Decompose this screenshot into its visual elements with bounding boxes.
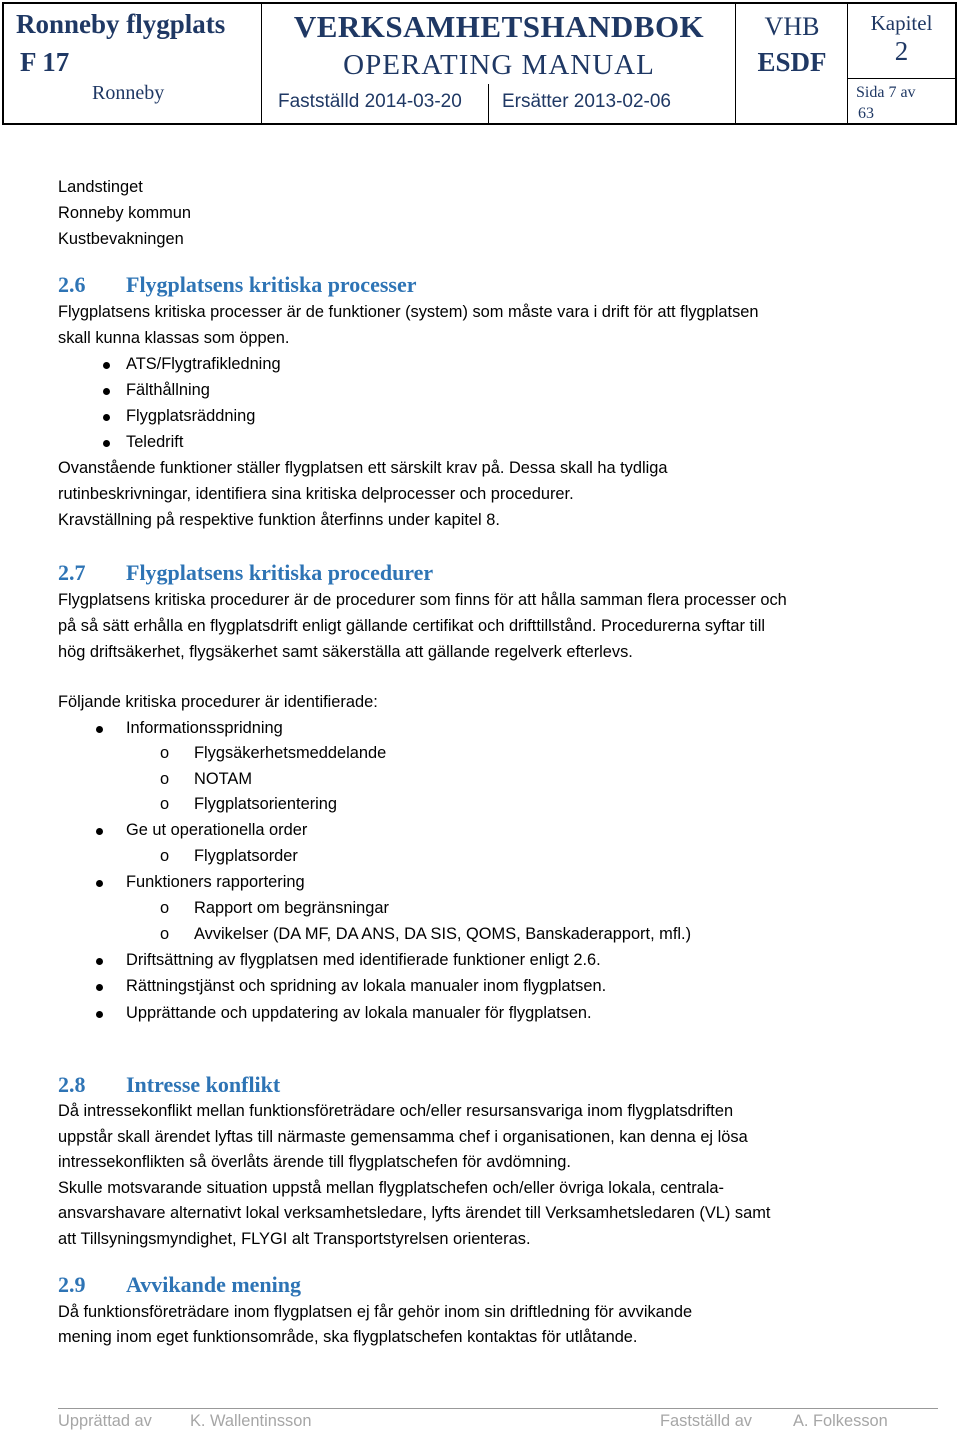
page-total: 63 xyxy=(858,105,874,122)
section-title: Avvikande mening xyxy=(126,1272,302,1297)
section-number: 2.7 xyxy=(58,560,86,585)
list-item: Teledrift xyxy=(126,433,184,451)
doc-code: ESDF xyxy=(757,47,827,77)
intro-line: Landstinget xyxy=(58,178,143,196)
bullet-icon xyxy=(96,958,103,965)
approved-label: Fastställd av xyxy=(660,1412,753,1430)
sub-list-item: NOTAM xyxy=(194,770,252,788)
bullet-icon xyxy=(103,414,110,421)
list-item: Ge ut operationella order xyxy=(126,821,308,839)
doc-subtitle: OPERATING MANUAL xyxy=(343,49,655,81)
paragraph-line: Skulle motsvarande situation uppstå mellan flygplatschefen och/eller övriga lokala, centrala- xyxy=(58,1179,725,1197)
section-title: Flygplatsens kritiska processer xyxy=(126,272,417,297)
sub-list-item: Flygsäkerhetsmeddelande xyxy=(194,744,387,762)
replaces-date: Ersätter 2013-02-06 xyxy=(502,91,671,112)
sub-list-item: Rapport om begränsningar xyxy=(194,899,389,917)
doc-title: VERKSAMHETSHANDBOK xyxy=(293,9,705,44)
section-title: Flygplatsens kritiska procedurer xyxy=(126,560,434,585)
header-divider xyxy=(488,84,489,125)
intro-line: Kustbevakningen xyxy=(58,230,184,248)
doc-type: VHB xyxy=(764,12,820,41)
list-item: ATS/Flygtrafikledning xyxy=(126,355,281,373)
section-heading-2-8 xyxy=(58,1072,280,1098)
header-organization-cell xyxy=(4,4,262,123)
paragraph-line: Ovanstående funktioner ställer flygplatsen ett särskilt krav på. Dessa skall ha tydliga xyxy=(58,459,668,477)
list-item: Rättningstjänst och spridning av lokala manualer inom flygplatsen. xyxy=(126,977,607,995)
paragraph-line: på så sätt erhålla en flygplatsdrift enligt gällande certifikat och drifttillstånd. Procedurerna syftar till xyxy=(58,617,765,635)
list-item: Funktioners rapportering xyxy=(126,873,305,891)
page-label: Sida 7 av xyxy=(856,84,916,101)
header-chapter-cell xyxy=(848,4,955,123)
section-heading-2-6 xyxy=(58,272,416,298)
paragraph-line: ansvarshavare alternativt lokal verksamhetsledare, lyfts ärendet till Verksamhetsledaren (VL) samt xyxy=(58,1204,771,1222)
bullet-icon xyxy=(96,1011,103,1018)
section-heading-2-7 xyxy=(58,560,433,586)
sub-bullet-icon: o xyxy=(160,744,170,762)
chapter-divider xyxy=(848,78,955,79)
sub-bullet-icon: o xyxy=(160,847,170,865)
intro-line: Ronneby kommun xyxy=(58,204,192,222)
bullet-icon xyxy=(96,880,103,887)
paragraph-line: Flygplatsens kritiska processer är de funktioner (system) som måste vara i drift för att flygplatsen xyxy=(58,303,759,321)
paragraph-line: Då intressekonflikt mellan funktionsföreträdare och/eller resursansvariga inom flygplatsdriften xyxy=(58,1102,734,1120)
established-date: Fastställd 2014-03-20 xyxy=(278,91,462,112)
list-intro: Följande kritiska procedurer är identifierade: xyxy=(58,693,378,711)
paragraph-line: Kravställning på respektive funktion återfinns under kapitel 8. xyxy=(58,511,500,529)
section-heading-2-9 xyxy=(58,1272,301,1298)
org-title: Ronneby flygplats xyxy=(16,9,226,39)
sub-list-item: Flygplatsorder xyxy=(194,847,298,865)
paragraph-line: Då funktionsföreträdare inom flygplatsen ej får gehör inom sin driftledning för avvikande xyxy=(58,1303,693,1321)
document-header xyxy=(2,2,957,125)
list-item: Flygplatsräddning xyxy=(126,407,256,425)
paragraph-line: Flygplatsens kritiska procedurer är de procedurer som finns för att hålla samman flera processer och xyxy=(58,591,787,609)
org-location: Ronneby xyxy=(92,82,165,104)
section-number: 2.8 xyxy=(58,1072,86,1097)
paragraph-line: intressekonflikten så överlåts ärende till flygplatschefen för avdömning. xyxy=(58,1153,571,1171)
list-item: Driftsättning av flygplatsen med identifierade funktioner enligt 2.6. xyxy=(126,951,601,969)
paragraph-line: skall kunna klassas som öppen. xyxy=(58,329,290,347)
chapter-label: Kapitel xyxy=(870,11,933,35)
bullet-icon xyxy=(103,362,110,369)
footer-divider xyxy=(58,1408,938,1409)
sub-bullet-icon: o xyxy=(160,795,170,813)
paragraph-line: uppstår skall ärendet lyftas till närmaste gemensamma chef i organisationen, kan denna ej lösa xyxy=(58,1128,748,1146)
paragraph-line: hög driftsäkerhet, flygsäkerhet samt säkerställa att gällande regelverk efterlevs. xyxy=(58,643,633,661)
bullet-icon xyxy=(96,984,103,991)
list-item: Informationsspridning xyxy=(126,719,283,737)
section-number: 2.9 xyxy=(58,1272,86,1297)
org-code: F 17 xyxy=(20,47,70,77)
bullet-icon xyxy=(96,828,103,835)
list-item: Fälthållning xyxy=(126,381,210,399)
paragraph-line: mening inom eget funktionsområde, ska flygplatschefen kontaktas för utlåtande. xyxy=(58,1328,638,1346)
sub-bullet-icon: o xyxy=(160,770,170,788)
header-title-cell xyxy=(262,4,736,123)
prepared-label: Upprättad av xyxy=(58,1412,152,1430)
prepared-by: K. Wallentinsson xyxy=(190,1412,312,1430)
paragraph-line: rutinbeskrivningar, identifiera sina kritiska delprocesser och procedurer. xyxy=(58,485,574,503)
paragraph-line: att Tillsyningsmyndighet, FLYGI alt Transportstyrelsen orienteras. xyxy=(58,1230,531,1248)
chapter-number: 2 xyxy=(894,36,909,66)
sub-bullet-icon: o xyxy=(160,925,170,943)
sub-list-item: Flygplatsorientering xyxy=(194,795,338,813)
section-title: Intresse konflikt xyxy=(126,1072,281,1097)
sub-bullet-icon: o xyxy=(160,899,170,917)
approved-by: A. Folkesson xyxy=(793,1412,888,1430)
bullet-icon xyxy=(103,388,110,395)
section-number: 2.6 xyxy=(58,272,86,297)
sub-list-item: Avvikelser (DA MF, DA ANS, DA SIS, QOMS, Banskaderapport, mfl.) xyxy=(194,925,692,943)
header-doctype-cell xyxy=(736,4,848,123)
bullet-icon xyxy=(96,726,103,733)
list-item: Upprättande och uppdatering av lokala manualer för flygplatsen. xyxy=(126,1004,592,1022)
bullet-icon xyxy=(103,440,110,447)
